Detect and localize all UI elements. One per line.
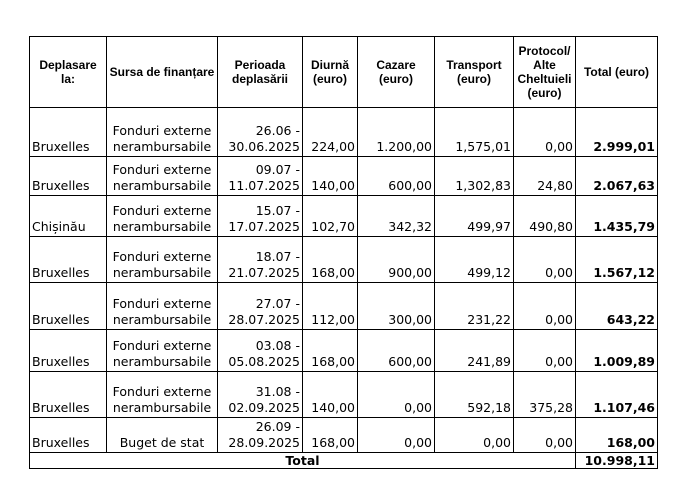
header-per-diem bbox=[303, 37, 358, 108]
grand-total-label: Total bbox=[30, 453, 576, 469]
header-label: Perioada deplasării bbox=[231, 58, 289, 86]
period-end: 28.07.2025 bbox=[228, 312, 300, 327]
other-cell: 24,80 bbox=[514, 157, 576, 196]
header-accommodation bbox=[358, 37, 435, 108]
accommodation-cell: 600,00 bbox=[358, 330, 435, 372]
accommodation-cell: 342,32 bbox=[358, 196, 435, 237]
table-row bbox=[30, 418, 658, 453]
period-cell bbox=[218, 108, 303, 157]
period-start: 26.09 - bbox=[255, 419, 300, 434]
header-label: Cazare (euro) bbox=[376, 58, 416, 86]
source-cell: Fonduri externe nerambursabile bbox=[107, 157, 218, 196]
per-diem-cell: 168,00 bbox=[303, 418, 358, 453]
transport-cell: 231,22 bbox=[435, 283, 514, 330]
period-end: 05.08.2025 bbox=[228, 354, 300, 369]
table-row bbox=[30, 237, 658, 283]
header-total bbox=[576, 37, 658, 108]
header-source bbox=[107, 37, 218, 108]
header-label: Sursa de finanțare bbox=[109, 65, 215, 79]
transport-cell: 592,18 bbox=[435, 372, 514, 418]
transport-cell: 241,89 bbox=[435, 330, 514, 372]
period-start: 31.08 - bbox=[255, 384, 300, 399]
transport-cell: 499,12 bbox=[435, 237, 514, 283]
per-diem-cell: 224,00 bbox=[303, 108, 358, 157]
accommodation-cell: 0,00 bbox=[358, 418, 435, 453]
destination-cell: Bruxelles bbox=[30, 283, 107, 330]
row-total-cell: 1.107,46 bbox=[576, 372, 658, 418]
period-start: 18.07 - bbox=[255, 249, 300, 264]
per-diem-cell: 140,00 bbox=[303, 157, 358, 196]
transport-cell: 499,97 bbox=[435, 196, 514, 237]
other-cell: 0,00 bbox=[514, 283, 576, 330]
period-end: 21.07.2025 bbox=[228, 265, 300, 280]
table-row bbox=[30, 283, 658, 330]
accommodation-cell: 900,00 bbox=[358, 237, 435, 283]
other-cell: 0,00 bbox=[514, 330, 576, 372]
table-row bbox=[30, 157, 658, 196]
row-total-cell: 1.567,12 bbox=[576, 237, 658, 283]
document-page bbox=[29, 36, 658, 469]
period-start: 26.06 - bbox=[255, 123, 300, 138]
period-cell bbox=[218, 237, 303, 283]
header-label: Transport (euro) bbox=[446, 58, 502, 86]
header-label: Diurnă (euro) bbox=[310, 58, 349, 86]
period-start: 03.08 - bbox=[255, 338, 300, 353]
row-total-cell: 2.999,01 bbox=[576, 108, 658, 157]
header-label: Total (euro) bbox=[583, 65, 650, 79]
row-total-cell: 1.435,79 bbox=[576, 196, 658, 237]
table-row bbox=[30, 330, 658, 372]
travel-expenses-table bbox=[29, 36, 658, 469]
accommodation-cell: 1.200,00 bbox=[358, 108, 435, 157]
table-row bbox=[30, 108, 658, 157]
accommodation-cell: 600,00 bbox=[358, 157, 435, 196]
per-diem-cell: 102,70 bbox=[303, 196, 358, 237]
source-cell: Buget de stat bbox=[107, 418, 218, 453]
period-cell bbox=[218, 330, 303, 372]
destination-cell: Bruxelles bbox=[30, 108, 107, 157]
row-total-cell: 168,00 bbox=[576, 418, 658, 453]
row-total-cell: 2.067,63 bbox=[576, 157, 658, 196]
other-cell: 375,28 bbox=[514, 372, 576, 418]
destination-cell: Bruxelles bbox=[30, 418, 107, 453]
source-cell: Fonduri externe nerambursabile bbox=[107, 237, 218, 283]
period-end: 28.09.2025 bbox=[228, 435, 300, 450]
period-cell bbox=[218, 418, 303, 453]
grand-total-value: 10.998,11 bbox=[576, 453, 658, 469]
other-cell: 0,00 bbox=[514, 108, 576, 157]
other-cell: 0,00 bbox=[514, 237, 576, 283]
period-start: 27.07 - bbox=[255, 296, 300, 311]
source-cell: Fonduri externe nerambursabile bbox=[107, 283, 218, 330]
header-row bbox=[30, 37, 658, 108]
source-cell: Fonduri externe nerambursabile bbox=[107, 372, 218, 418]
destination-cell: Bruxelles bbox=[30, 330, 107, 372]
transport-cell: 0,00 bbox=[435, 418, 514, 453]
period-end: 17.07.2025 bbox=[228, 219, 300, 234]
source-cell: Fonduri externe nerambursabile bbox=[107, 330, 218, 372]
header-label: Deplasare la: bbox=[39, 58, 97, 86]
period-cell bbox=[218, 196, 303, 237]
period-end: 11.07.2025 bbox=[228, 178, 300, 193]
per-diem-cell: 140,00 bbox=[303, 372, 358, 418]
row-total-cell: 643,22 bbox=[576, 283, 658, 330]
period-start: 09.07 - bbox=[255, 162, 300, 177]
period-cell bbox=[218, 283, 303, 330]
header-destination bbox=[30, 37, 107, 108]
other-cell: 0,00 bbox=[514, 418, 576, 453]
destination-cell: Chișinău bbox=[30, 196, 107, 237]
header-label: Protocol/ Alte Cheltuieli (euro) bbox=[517, 44, 572, 100]
period-cell bbox=[218, 157, 303, 196]
destination-cell: Bruxelles bbox=[30, 237, 107, 283]
destination-cell: Bruxelles bbox=[30, 372, 107, 418]
destination-cell: Bruxelles bbox=[30, 157, 107, 196]
total-row bbox=[30, 453, 658, 469]
header-period bbox=[218, 37, 303, 108]
table-row bbox=[30, 372, 658, 418]
transport-cell: 1,302,83 bbox=[435, 157, 514, 196]
other-cell: 490,80 bbox=[514, 196, 576, 237]
period-end: 30.06.2025 bbox=[228, 139, 300, 154]
period-end: 02.09.2025 bbox=[228, 400, 300, 415]
transport-cell: 1,575,01 bbox=[435, 108, 514, 157]
period-cell bbox=[218, 372, 303, 418]
source-cell: Fonduri externe nerambursabile bbox=[107, 196, 218, 237]
accommodation-cell: 300,00 bbox=[358, 283, 435, 330]
period-start: 15.07 - bbox=[255, 203, 300, 218]
source-cell: Fonduri externe nerambursabile bbox=[107, 108, 218, 157]
header-other bbox=[514, 37, 576, 108]
row-total-cell: 1.009,89 bbox=[576, 330, 658, 372]
table-row bbox=[30, 196, 658, 237]
per-diem-cell: 112,00 bbox=[303, 283, 358, 330]
header-transport bbox=[435, 37, 514, 108]
per-diem-cell: 168,00 bbox=[303, 237, 358, 283]
per-diem-cell: 168,00 bbox=[303, 330, 358, 372]
accommodation-cell: 0,00 bbox=[358, 372, 435, 418]
